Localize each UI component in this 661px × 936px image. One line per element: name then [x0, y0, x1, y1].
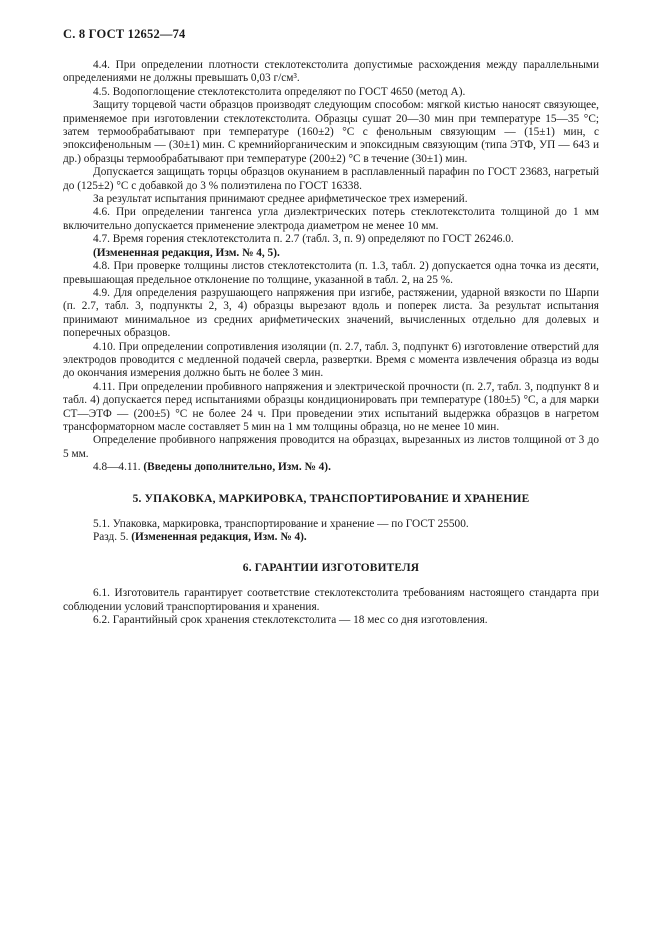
range-label: 4.8—4.11.	[93, 461, 144, 474]
page-header: С. 8 ГОСТ 12652—74	[63, 27, 186, 41]
paragraph-5-1: 5.1. Упаковка, маркировка, транспортирование и хранение — по ГОСТ 25500.	[93, 517, 469, 530]
range-note: (Введены дополнительно, Изм. № 4).	[143, 461, 331, 474]
paragraph-result: За результат испытания принимают среднее арифметическое трех измерений.	[93, 193, 468, 206]
paragraph-section-5-note	[63, 531, 599, 544]
paragraph-6-2: 6.2. Гарантийный срок хранения стеклотекстолита — 18 мес со дня изготовления.	[93, 614, 488, 627]
document-page	[63, 27, 599, 628]
paragraph-4-4: 4.4. При определении плотности стеклотекстолита допустимые расхождения между параллельными определениями не должны превышать 0,03 г/см³.	[63, 59, 599, 85]
section-5-note: (Измененная редакция, Изм. № 4).	[131, 531, 307, 543]
paragraph-4-10: 4.10. При определении сопротивления изоляции (п. 2.7, табл. 3, подпункт 6) изготовление отверстий для электродов проводится с медленной подачей сверла, развертки. Время с момента извлечения образца из воды до окончания измерения должно быть не более 3 мин.	[63, 340, 599, 380]
paragraph-protection: Защиту торцевой части образцов производят следующим способом: мягкой кистью наносят связующее, применяемое при изготовлении стеклотекстолита. Образцы сушат 20—30 мин при температуре 15—35 °С; затем термообрабатывают при температуре (160±2) °С с фенольным связующим — (15±1) мин, с эпоксифенольным — (30±1) мин. С кремнийорганическим и эпоксидным связующим (типа ЭТФ, УП — 643 и др.) образцы термообрабатывают при температуре (200±2) °С в течение (30±1) мин.	[63, 99, 599, 165]
paragraph-4-8-4-11-note	[63, 461, 599, 474]
paragraph-4-9: 4.9. Для определения разрушающего напряжения при изгибе, растяжении, ударной вязкости по Шарпи (п. 2.7, табл. 3, подпункты 2, 3, 4) образцы вырезают вдоль и поперек листа. За результат испытания принимают минимальное из средних арифметических значений, вычисленных отдельно для долевых и поперечных образцов.	[63, 286, 599, 340]
paragraph-6-1: 6.1. Изготовитель гарантирует соответствие стеклотекстолита требованиям настоящего стандарта при соблюдении условий транспортирования и хранения.	[63, 587, 599, 613]
edition-note-text: (Измененная редакция, Изм. № 4, 5).	[93, 246, 280, 259]
paragraph-paraffin: Допускается защищать торцы образцов окунанием в расплавленный парафин по ГОСТ 23683, нагретый до (125±2) °С с добавкой до 3 % полиэтилена по ГОСТ 16338.	[63, 166, 599, 192]
paragraph-4-7: 4.7. Время горения стеклотекстолита п. 2.7 (табл. 3, п. 9) определяют по ГОСТ 26246.0.	[93, 233, 514, 246]
paragraph-4-8: 4.8. При проверке толщины листов стеклотекстолита (п. 1.3, табл. 2) допускается одна точка из десяти, превышающая предельное отклонение по толщине, указанной в табл. 2, на 25 %.	[63, 260, 599, 286]
paragraph-breakdown: Определение пробивного напряжения проводится на образцах, вырезанных из листов толщиной от 3 до 5 мм.	[63, 434, 599, 460]
section-5-prefix: Разд. 5.	[93, 531, 132, 543]
section-5-title: 5. УПАКОВКА, МАРКИРОВКА, ТРАНСПОРТИРОВАНИЕ И ХРАНЕНИЕ	[132, 492, 530, 505]
section-6-title: 6. ГАРАНТИИ ИЗГОТОВИТЕЛЯ	[242, 562, 420, 575]
paragraph-4-6: 4.6. При определении тангенса угла диэлектрических потерь стеклотекстолита толщиной до 1 мм включительно допускается применение электрода диаметром не менее 10 мм.	[63, 206, 599, 232]
edition-note-4-5	[63, 247, 599, 260]
paragraph-4-5: 4.5. Водопоглощение стеклотекстолита определяют по ГОСТ 4650 (метод А).	[93, 85, 466, 98]
paragraph-4-11: 4.11. При определении пробивного напряжения и электрической прочности (п. 2.7, табл. 3, подпункт 8 и табл. 4) допускается перед испытаниями образцы кондиционировать при температуре (180±5) °С, а для марки СТ—ЭТФ — (200±5) °С не более 24 ч. При проведении этих испытаний выдержка образцов в нагретом трансформаторном масле составляет 5 мин на 1 мм толщины образца, но не менее 10 мин.	[63, 380, 599, 433]
